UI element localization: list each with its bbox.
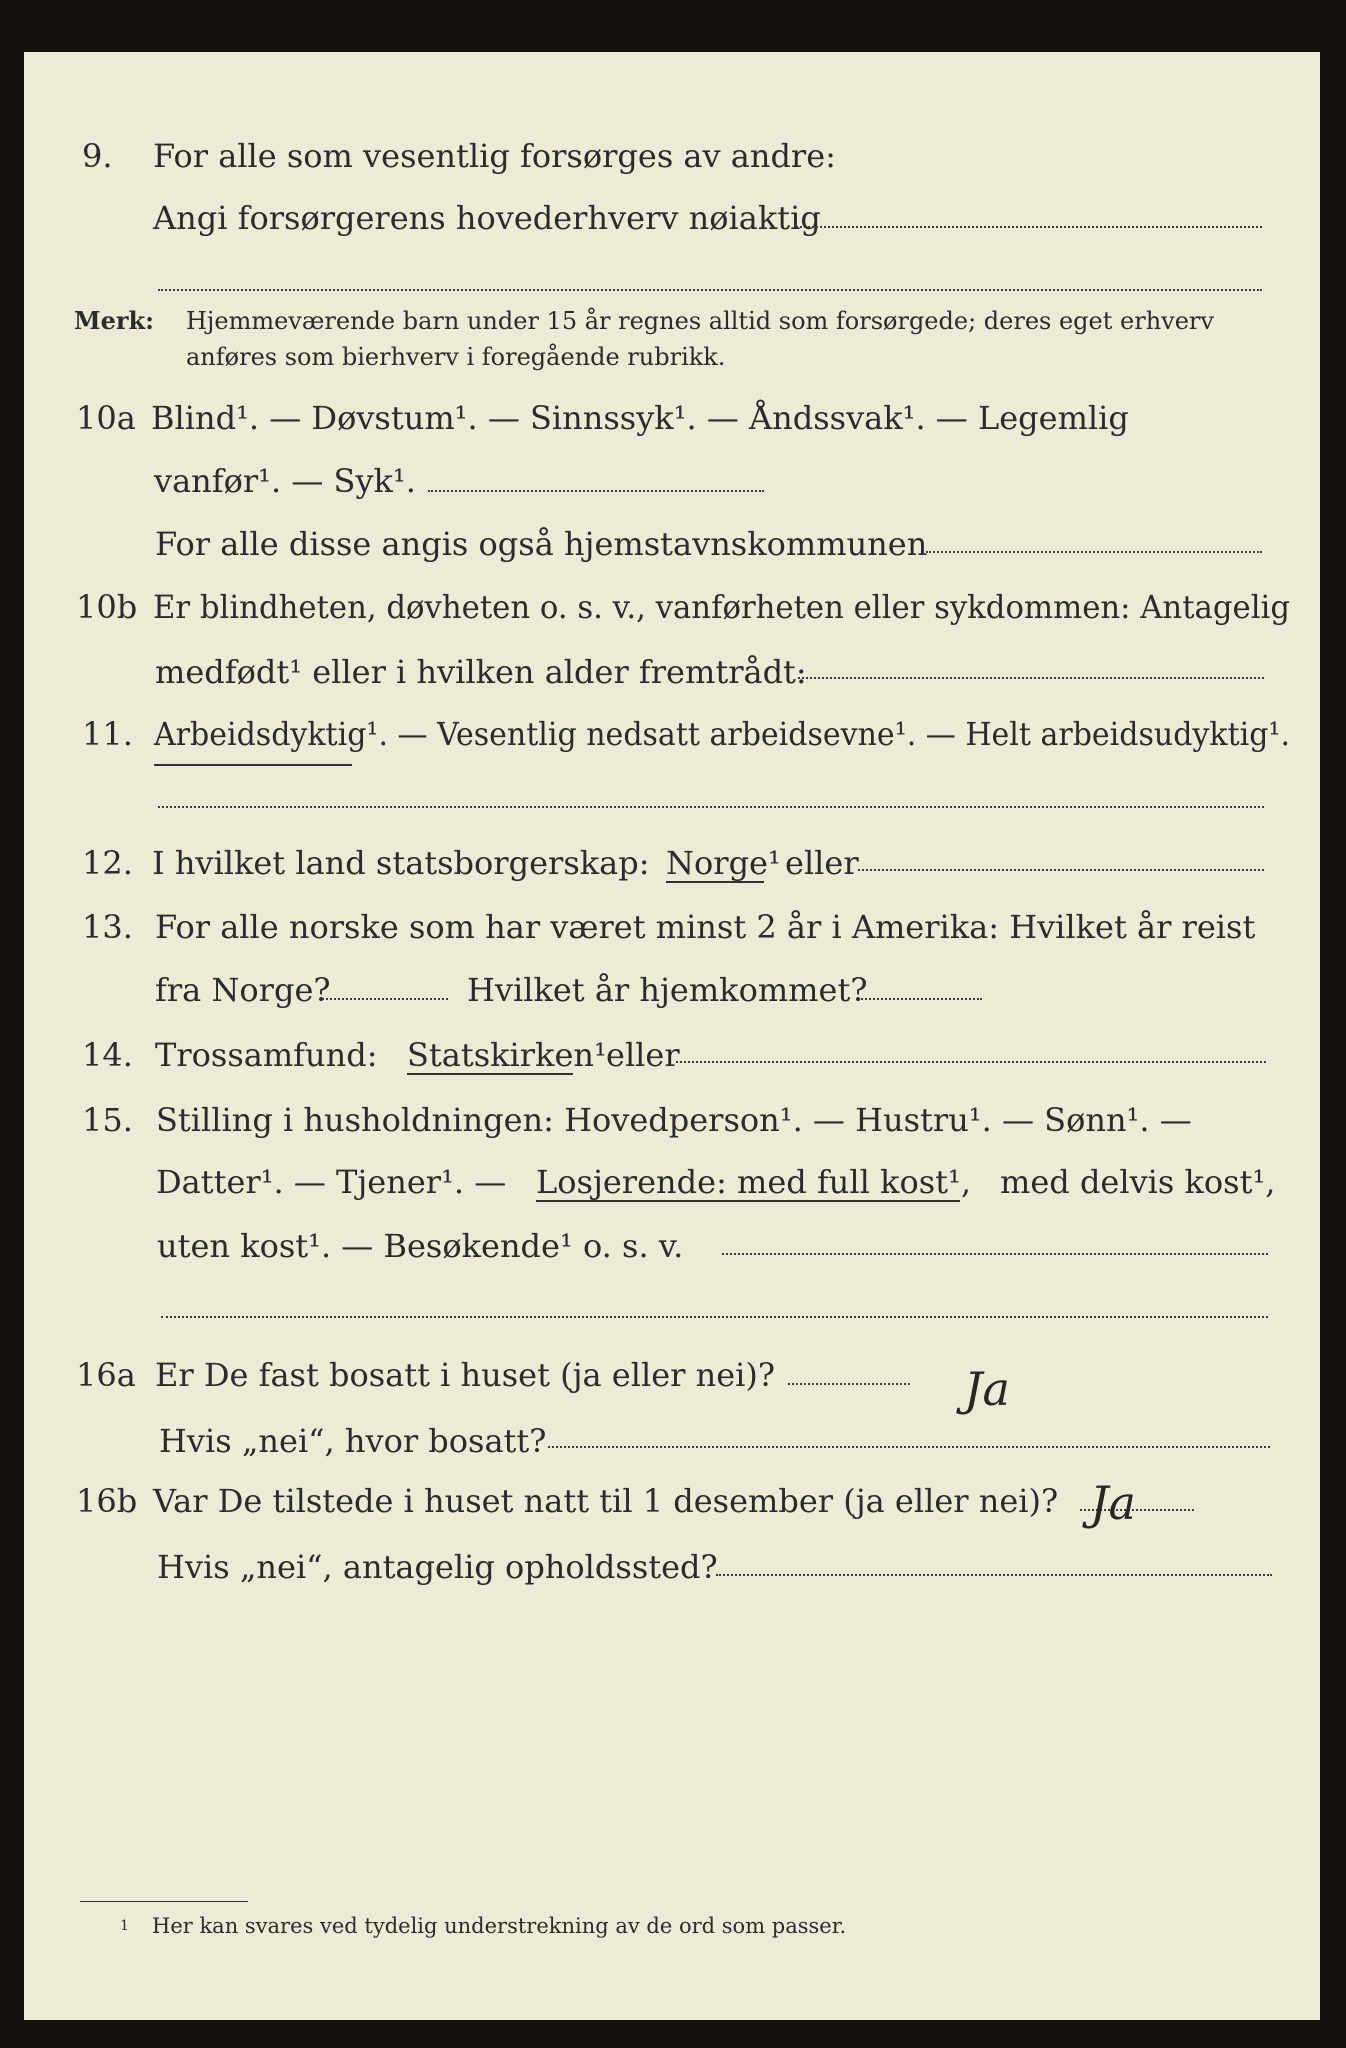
answer-line[interactable] (548, 1446, 1270, 1448)
answer-line[interactable] (158, 289, 1262, 291)
answer-underline (154, 764, 352, 766)
answer-line[interactable] (428, 490, 764, 492)
question-text: Arbeidsdyktig¹. — Vesentlig nedsatt arbeidsevne¹. — Helt arbeidsudyktig¹. (154, 715, 1290, 753)
question-text: Er blindheten, døvheten o. s. v., vanførheten eller sykdommen: Antagelig (153, 588, 1290, 626)
answer-line[interactable] (788, 1383, 910, 1385)
question-number: 15. (82, 1101, 133, 1139)
answer-line[interactable] (796, 226, 1262, 228)
question-text: Datter¹. — Tjener¹. — (156, 1163, 507, 1201)
question-text: I hvilket land statsborgerskap: (152, 844, 650, 882)
question-text: eller (606, 1036, 680, 1074)
answer-underline (536, 1200, 960, 1202)
question-text: Angi forsørgerens hovederhverv nøiaktig (153, 199, 821, 237)
question-number: 11. (82, 715, 133, 753)
question-text: uten kost¹. — Besøkende¹ o. s. v. (157, 1227, 684, 1265)
question-text: med delvis kost¹, (1000, 1163, 1276, 1201)
answer-line[interactable] (322, 998, 448, 1000)
answer-line[interactable] (798, 677, 1264, 679)
option-statskirken: Statskirken¹ (407, 1036, 607, 1074)
answer-line[interactable] (858, 869, 1264, 871)
footnote-text: Her kan svares ved tydelig understrekning av de ord som passer. (152, 1914, 847, 1938)
question-text: Hvilket år hjemkommet? (467, 971, 868, 1009)
question-text: Blind¹. — Døvstum¹. — Sinnssyk¹. — Åndssvak¹. — Legemlig (151, 399, 1129, 437)
note-text: Hjemmeværende barn under 15 år regnes alltid som forsørgede; deres eget erhverv (186, 307, 1214, 335)
question-number: 12. (82, 844, 133, 882)
question-text: fra Norge? (155, 971, 331, 1009)
option-norge: Norge¹ (666, 844, 781, 882)
answer-line[interactable] (161, 1316, 1268, 1318)
question-number: 14. (82, 1036, 133, 1074)
note-label: Merk: (74, 306, 154, 335)
question-text: Hvis „nei“, antagelig opholdssted? (157, 1548, 718, 1586)
note-text: anføres som bierhverv i foregående rubrikk. (186, 343, 726, 371)
question-text: Stilling i husholdningen: Hovedperson¹. — Hustru¹. — Sønn¹. — (156, 1101, 1192, 1139)
question-text: Er De fast bosatt i huset (ja eller nei)? (155, 1356, 776, 1394)
option-losjerende: Losjerende: med full kost¹, (536, 1163, 971, 1201)
question-text: vanfør¹. — Syk¹. (154, 462, 416, 500)
question-text: Hvis „nei“, hvor bosatt? (159, 1422, 547, 1460)
question-number: 13. (82, 908, 133, 946)
answer-line[interactable] (676, 1061, 1266, 1063)
handwritten-answer: Ja (964, 1362, 1010, 1416)
question-number: 10b (76, 588, 138, 626)
question-text: eller (785, 844, 859, 882)
question-number: 16a (76, 1356, 136, 1394)
question-text: medfødt¹ eller i hvilken alder fremtrådt: (155, 653, 807, 691)
question-text: Trossamfund: (155, 1036, 378, 1074)
answer-underline (407, 1073, 573, 1075)
question-text: For alle norske som har været minst 2 år i Amerika: Hvilket år reist (155, 908, 1256, 946)
question-text: For alle disse angis også hjemstavnskommunen (155, 525, 928, 563)
footnote-mark: 1 (120, 1918, 129, 1934)
handwritten-answer: Ja (1090, 1476, 1136, 1530)
question-number: 16b (76, 1482, 138, 1520)
answer-line[interactable] (722, 1253, 1268, 1255)
footnote-rule (80, 1901, 248, 1902)
answer-line[interactable] (158, 806, 1264, 808)
answer-underline (666, 881, 764, 883)
answer-line[interactable] (926, 551, 1262, 553)
question-text: For alle som vesentlig forsørges av andre: (153, 137, 836, 175)
answer-line[interactable] (858, 998, 982, 1000)
question-number: 10a (76, 399, 136, 437)
question-text: Var De tilstede i huset natt til 1 desember (ja eller nei)? (153, 1482, 1059, 1520)
question-number: 9. (82, 137, 113, 175)
answer-line[interactable] (716, 1574, 1272, 1576)
